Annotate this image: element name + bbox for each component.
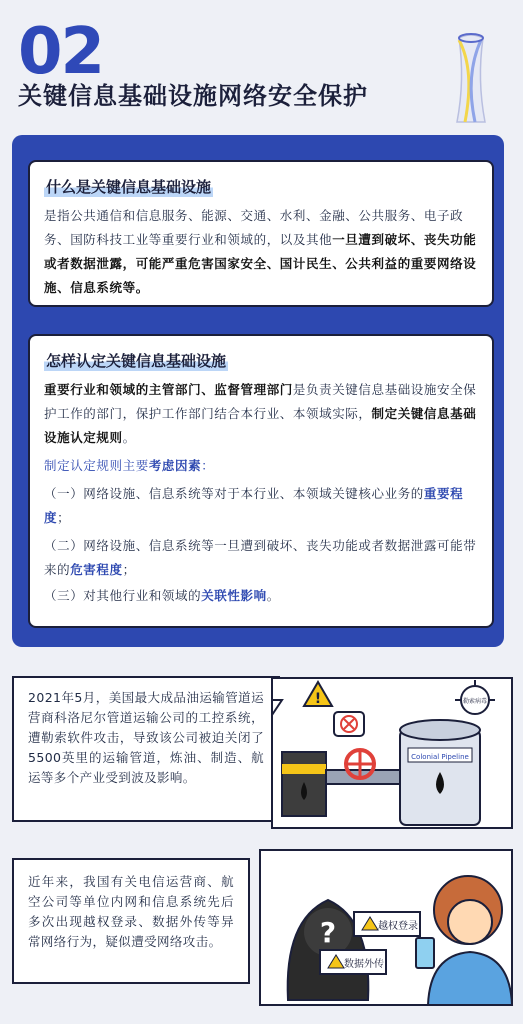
section-number: 02 <box>18 20 104 76</box>
definition-heading: 什么是关键信息基础设施 <box>46 178 212 196</box>
definition-card <box>28 160 494 307</box>
factors-heading: 制定认定规则主要考虑因素： <box>44 458 215 473</box>
valve-wheel-icon <box>346 750 374 778</box>
unauthorized-login-card <box>354 912 420 936</box>
pipeline-illustration <box>270 660 515 835</box>
svg-text:数据外传: 数据外传 <box>344 959 384 970</box>
definition-text: 是指公共通信和信息服务、能源、交通、水利、金融、公共服务、电子政务、国防科技工业等重要行业和领域的，以及其他一旦遭到破坏、丧失功能或者数据泄露，可能严重危害国家安全、国计民生、公共利益的重要网络设施、信息系统等。 <box>44 208 477 295</box>
oil-tank-icon <box>400 720 480 825</box>
factor-item-1: （一）网络设施、信息系统等对于本行业、本领域关键核心业务的重要程度； <box>44 486 464 525</box>
svg-text:勒索病毒: 勒索病毒 <box>462 698 488 705</box>
identification-heading: 怎样认定关键信息基础设施 <box>46 352 227 370</box>
canton-tower-icon <box>435 30 505 125</box>
svg-text:?: ? <box>319 916 337 949</box>
svg-text:!: ! <box>314 691 322 707</box>
identification-card <box>28 334 494 628</box>
network-story-box: 近年来，我国有关电信运营商、航空公司等单位内网和信息系统先后多次出现越权登录、数据外传等异常网络行为，疑似遭受网络攻击。 <box>12 858 250 984</box>
factor-item-3: （三）对其他行业和领域的关联性影响。 <box>44 588 280 603</box>
hacker-illustration <box>258 840 516 1010</box>
pipeline-story-box: 2021年5月，美国最大成品油运输管道运营商科洛尼尔管道运输公司的工控系统，遭勒索软件攻击，导致该公司被迫关闭了5500英里的运输管道，炼油、制造、航运等多个产业受到波及影响。 <box>12 676 280 822</box>
page-title: 关键信息基础设施网络安全保护 <box>18 82 368 110</box>
identification-intro: 重要行业和领域的主管部门、监督管理部门是负责关键信息基础设施安全保护工作的部门，保护工作部门结合本行业、本领域实际，制定关键信息基础设施认定规则。 <box>44 382 477 445</box>
error-bubble-icon <box>334 712 364 736</box>
factor-item-2: （二）网络设施、信息系统等一旦遭到破坏、丧失功能或者数据泄露可能带来的危害程度； <box>44 538 477 577</box>
svg-text:越权登录: 越权登录 <box>378 921 418 932</box>
data-exfiltration-card <box>320 950 386 974</box>
oil-barrel-icon <box>282 752 326 816</box>
svg-text:Colonial Pipeline: Colonial Pipeline <box>411 753 469 761</box>
